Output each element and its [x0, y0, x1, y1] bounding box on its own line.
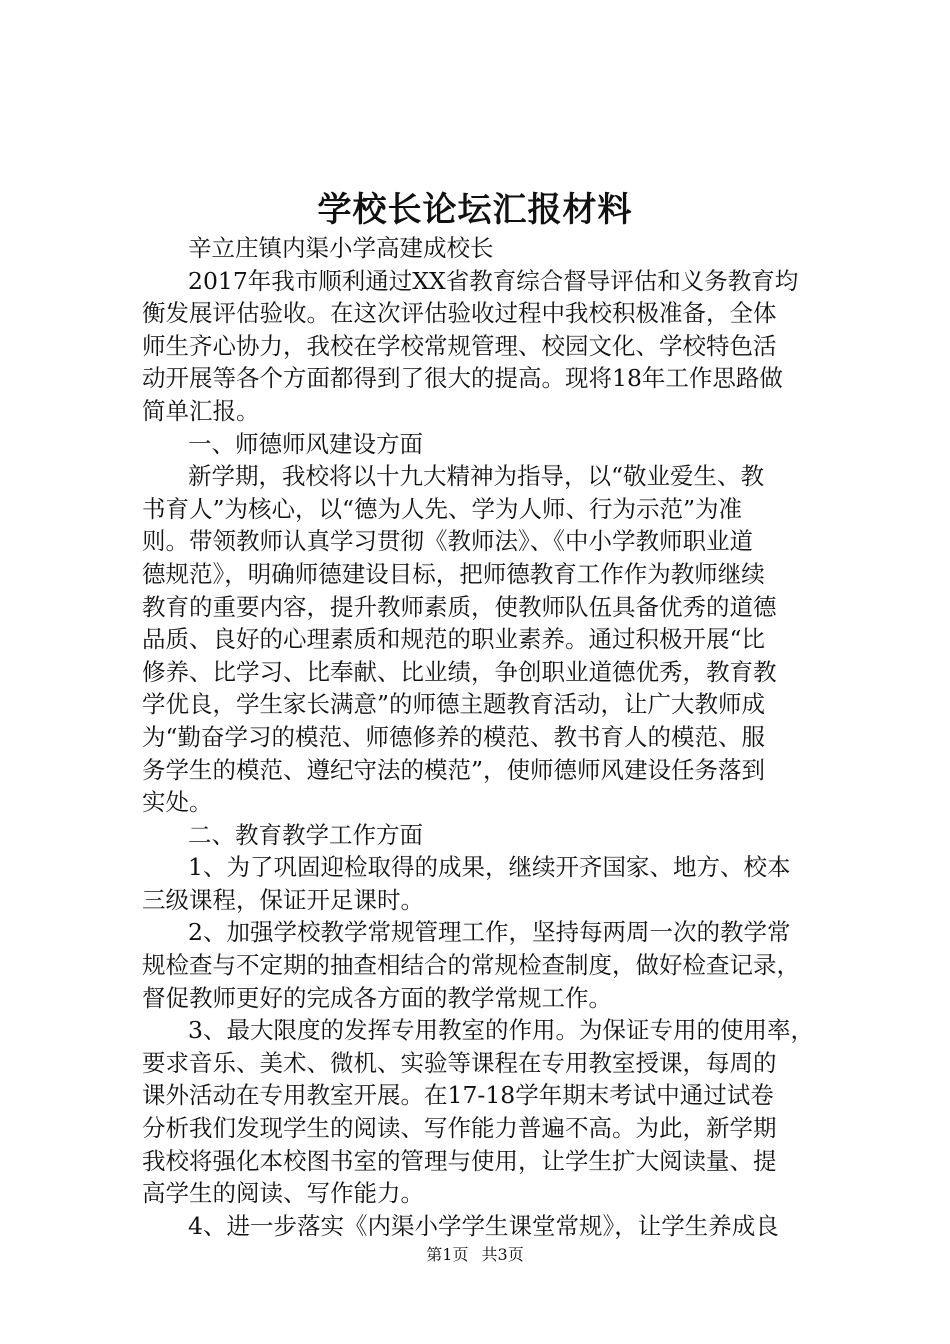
text-line: 课外活动在专用教室开展。在17-18学年期末考试中通过试卷	[142, 1081, 774, 1110]
text-line: 则。带领教师认真学习贯彻《教师法》、《中小学教师职业道	[142, 527, 753, 556]
text-line: 2、加强学校教学常规管理工作，坚持每两周一次的教学常	[188, 918, 791, 947]
text-line: 教育的重要内容，提升教师素质，使教师队伍具备优秀的道德	[142, 592, 777, 621]
document-title: 学校长论坛汇报材料	[317, 190, 633, 230]
text-line: 督促教师更好的完成各方面的教学常规工作。	[142, 983, 612, 1012]
text-line: 规检查与不定期的抽查相结合的常规检查制度，做好检查记录，	[142, 951, 800, 980]
text-line: 4、进一步落实《内渠小学学生课堂常规》，让学生养成良	[188, 1211, 779, 1240]
text-line: 德规范》，明确师德建设目标，把师德教育工作作为教师继续	[142, 559, 765, 588]
text-line: 为“勤奋学习的模范、师德修养的模范、教书育人的模范、服	[142, 722, 766, 751]
page-number: 第1页	[426, 1245, 469, 1264]
text-line: 修养、比学习、比奉献、比业绩，争创职业道德优秀，教育教	[142, 657, 777, 686]
text-line: 书育人”为核心，以“德为人先、学为人师、行为示范”为准	[142, 494, 743, 523]
text-line: 品质、良好的心理素质和规范的职业素养。通过积极开展“比	[142, 625, 766, 654]
text-line: 一、师德师风建设方面	[188, 429, 423, 458]
page-total: 共3页	[481, 1245, 524, 1264]
text-line: 实处。	[142, 788, 213, 817]
text-line: 务学生的模范、遵纪守法的模范”，使师德师风建设任务落到	[142, 755, 766, 784]
text-line: 简单汇报。	[142, 396, 260, 425]
text-line: 我校将强化本校图书室的管理与使用，让学生扩大阅读量、提	[142, 1146, 777, 1175]
text-line: 辛立庄镇内渠小学高建成校长	[188, 234, 494, 262]
text-line: 3、最大限度的发挥专用教室的作用。为保证专用的使用率，	[188, 1016, 814, 1045]
text-line: 2017年我市顺利通过XX省教育综合督导评估和义务教育均	[188, 266, 799, 295]
text-line: 学优良，学生家长满意”的师德主题教育活动，让广大教师成	[142, 690, 766, 719]
text-line: 衡发展评估验收。在这次评估验收过程中我校积极准备，全体	[142, 299, 777, 328]
text-line: 1、为了巩固迎检取得的成果，继续开齐国家、地方、校本	[188, 853, 791, 882]
text-line: 动开展等各个方面都得到了很大的提高。现将18年工作思路做	[142, 364, 783, 393]
text-line: 新学期，我校将以十九大精神为指导，以“敬业爱生、教	[188, 462, 765, 491]
text-line: 师生齐心协力，我校在学校常规管理、校园文化、学校特色活	[142, 331, 777, 360]
text-line: 要求音乐、美术、微机、实验等课程在专用教室授课，每周的	[142, 1048, 777, 1077]
page-footer	[0, 1244, 950, 1266]
text-line: 高学生的阅读、写作能力。	[142, 1179, 424, 1208]
text-line: 二、教育教学工作方面	[188, 820, 423, 849]
text-line: 分析我们发现学生的阅读、写作能力普遍不高。为此，新学期	[142, 1114, 777, 1143]
document-body	[142, 232, 842, 1242]
text-line: 三级课程，保证开足课时。	[142, 885, 424, 914]
